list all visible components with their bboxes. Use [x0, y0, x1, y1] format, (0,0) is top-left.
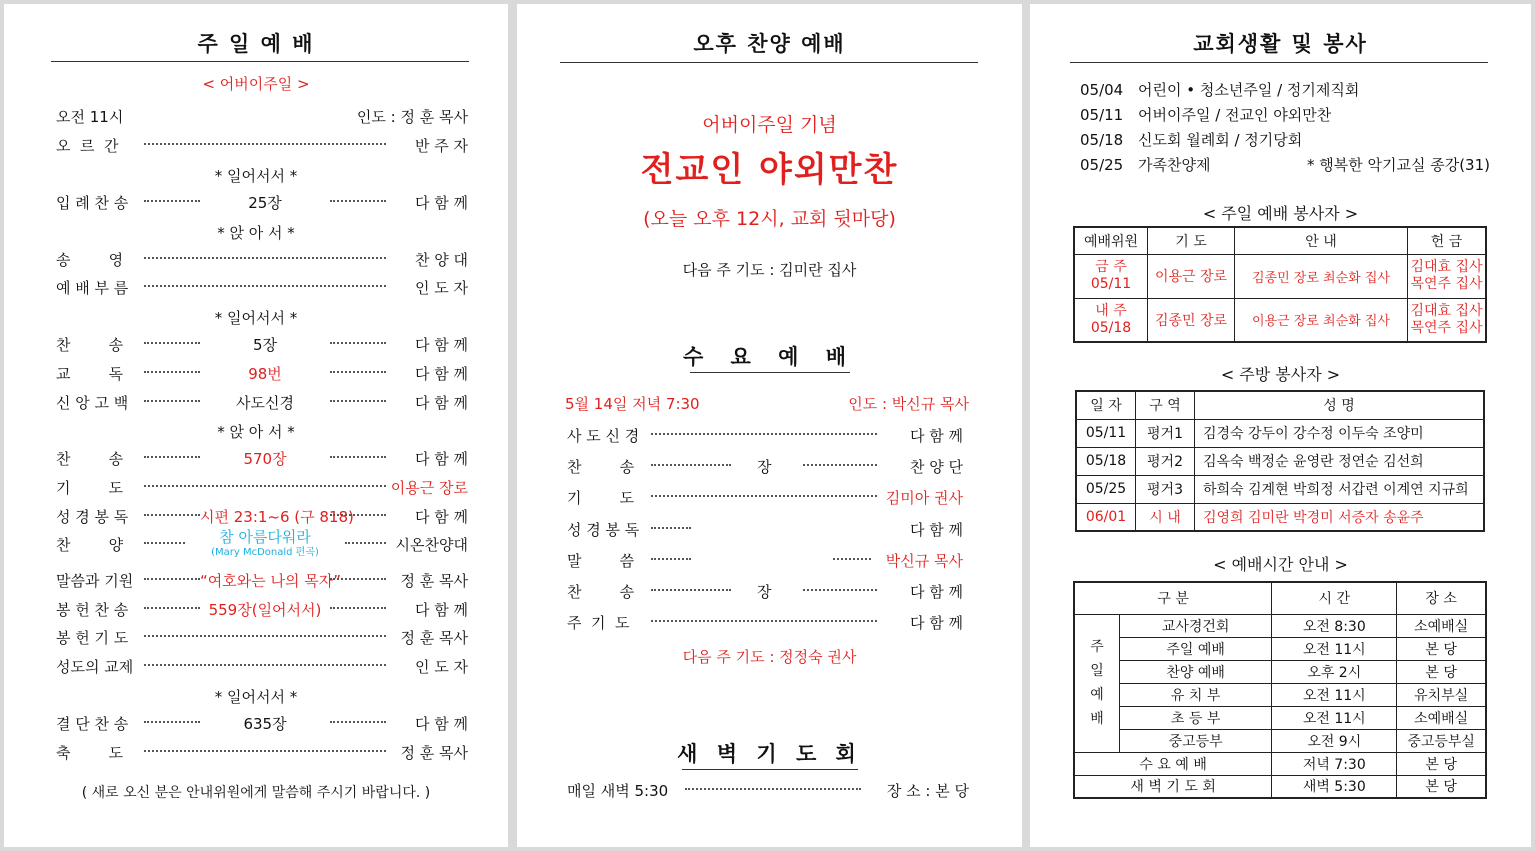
order-label: 말씀과 기원	[56, 572, 134, 591]
sunday-leader: 인도 : 정 훈 목사	[356, 108, 468, 126]
hymn-number: 장	[757, 458, 772, 477]
kitchen-area: 평거1	[1136, 419, 1195, 447]
servants-offering-cell: 김대효 집사 목연주 집사	[1408, 298, 1487, 342]
order-performer: 정 훈 목사	[400, 743, 468, 762]
dots	[144, 635, 386, 637]
dots	[651, 589, 731, 591]
wednesday-rule	[690, 372, 850, 373]
times-place: 유치부실	[1397, 683, 1486, 706]
table-row	[1074, 254, 1486, 298]
kitchen-head: 구 역	[1136, 391, 1195, 419]
dots	[651, 495, 877, 497]
event-detail: (오늘 오후 12시, 교회 뒷마당)	[643, 208, 896, 230]
dots	[651, 433, 877, 435]
dots	[144, 285, 386, 287]
times-group-char: 주	[1090, 639, 1104, 655]
schedule-date: 05/18	[1080, 131, 1124, 149]
wednesday-row	[567, 486, 963, 510]
times-time: 오전 11시	[1272, 637, 1397, 660]
times-place: 본 당	[1397, 752, 1486, 775]
wednesday-label: 주 기 도	[567, 614, 630, 633]
sunday-time-row	[56, 105, 468, 129]
dots	[651, 620, 877, 622]
dawn-time: 매일 새벽 5:30	[567, 782, 669, 800]
servants-offering-cell: 김대효 집사 목연주 집사	[1408, 254, 1487, 298]
event-title: 전교인 야외만찬	[640, 150, 899, 190]
arrangement-note: (Mary McDonald 편곡)	[211, 547, 319, 559]
dots	[144, 257, 386, 259]
servants-head: 헌 금	[1408, 227, 1487, 254]
schedule-text: 가족찬양제	[1138, 156, 1211, 174]
order-label: 찬 양	[56, 536, 124, 555]
wednesday-performer: 찬 양 단	[909, 458, 963, 477]
order-label: 송 영	[56, 250, 124, 269]
wednesday-row	[567, 611, 963, 635]
dots	[144, 607, 200, 609]
wednesday-next-prayer: 다음 주 기도 : 정정숙 권사	[682, 648, 857, 666]
order-item: 참 아름다워라 (Mary McDonald 편곡)	[185, 530, 345, 560]
wednesday-label: 찬 송	[567, 583, 635, 601]
order-row	[56, 276, 468, 300]
order-performer: 다 함 께	[414, 393, 468, 412]
dots	[144, 371, 200, 373]
dots	[144, 750, 386, 752]
order-performer: 다 함 께	[414, 364, 468, 383]
church-life-panel	[1030, 4, 1531, 847]
order-row	[56, 626, 468, 650]
order-label: 교 독	[56, 364, 124, 383]
dots	[330, 456, 386, 458]
times-time: 새벽 5:30	[1272, 775, 1397, 798]
order-row	[56, 712, 468, 736]
order-label: 예 배 부 름	[56, 279, 129, 298]
order-performer: 이용근 장로	[390, 479, 468, 497]
servants-head: 안 내	[1235, 227, 1408, 254]
dots	[330, 342, 386, 344]
dots	[330, 371, 386, 373]
dots	[833, 558, 871, 560]
schedule-item	[1080, 78, 1490, 102]
dots	[144, 542, 185, 544]
order-row	[56, 476, 468, 500]
dawn-prayer-title: 새 벽 기 도 회	[677, 742, 862, 766]
times-name: 초 등 부	[1120, 706, 1272, 729]
worship-times-table	[1073, 581, 1487, 799]
order-label: 찬 송	[56, 336, 124, 355]
servants-week-cell: 내 주 05/18	[1074, 298, 1148, 342]
wednesday-performer: 박신규 목사	[885, 551, 963, 570]
order-item: 25장	[248, 193, 282, 212]
times-head: 구 분	[1074, 582, 1272, 614]
table-row	[1076, 447, 1484, 475]
order-item: “여호와는 나의 목자”	[200, 572, 341, 591]
order-row	[56, 134, 468, 158]
wednesday-row	[567, 549, 963, 573]
sunday-subtitle: < 어버이주일 >	[202, 75, 310, 93]
order-row	[56, 362, 468, 386]
order-label: 입 례 찬 송	[56, 193, 129, 212]
servants-week-cell: 금 주 05/11	[1074, 254, 1148, 298]
dots	[651, 558, 691, 560]
dawn-place: 장 소 : 본 당	[886, 782, 969, 800]
servants-title: < 주일 예배 봉사자 >	[1202, 204, 1359, 223]
wednesday-performer: 김미아 권사	[885, 489, 963, 508]
order-label: 오 르 간	[56, 137, 119, 155]
wednesday-date-row	[565, 392, 969, 416]
order-performer: 다 함 께	[414, 193, 468, 212]
order-performer: 정 훈 목사	[400, 572, 468, 591]
order-row	[56, 447, 468, 471]
order-row	[56, 505, 468, 529]
dawn-row	[567, 779, 969, 803]
kitchen-names: 하희숙 김계현 박희정 서갑련 이계연 지규희	[1195, 475, 1485, 503]
times-time: 저녁 7:30	[1272, 752, 1397, 775]
wednesday-label: 사 도 신 경	[567, 427, 640, 445]
schedule-extra: * 행복한 악기교실 종강(31)	[1306, 156, 1490, 174]
times-time: 오전 8:30	[1272, 614, 1397, 637]
wednesday-date: 5월 14일 저녁 7:30	[565, 395, 700, 413]
times-place: 소예배실	[1397, 706, 1486, 729]
order-label: 봉 헌 찬 송	[56, 600, 129, 619]
times-name: 교사경건회	[1120, 614, 1272, 637]
times-name: 찬양 예배	[1120, 660, 1272, 683]
title-rule	[51, 61, 469, 62]
dots	[345, 542, 386, 544]
wednesday-label: 기 도	[567, 489, 635, 508]
servants-table	[1073, 226, 1487, 343]
times-name: 주일 예배	[1120, 637, 1272, 660]
schedule-text: 어린이 • 청소년주일 / 정기제직회	[1138, 81, 1360, 99]
table-row	[1074, 683, 1486, 706]
schedule-date: 05/11	[1080, 106, 1124, 124]
afternoon-worship-panel	[517, 4, 1022, 847]
order-performer: 인 도 자	[414, 279, 468, 298]
table-row	[1076, 503, 1484, 531]
table-row	[1074, 298, 1486, 342]
times-group-char: 예	[1090, 687, 1104, 703]
dots	[803, 464, 877, 466]
dots	[144, 400, 200, 402]
order-row	[56, 569, 468, 593]
dots	[144, 664, 386, 666]
dots	[144, 578, 200, 580]
wednesday-performer: 다 함 께	[909, 614, 963, 633]
order-item: 570장	[243, 450, 287, 469]
section-label: * 앉 아 서 *	[217, 223, 295, 242]
event-subtitle: 어버이주일 기념	[702, 114, 837, 136]
dots	[144, 485, 386, 487]
kitchen-title: < 주방 봉사자 >	[1220, 365, 1341, 384]
order-performer: 인 도 자	[414, 658, 468, 676]
times-place: 본 당	[1397, 637, 1486, 660]
dots	[330, 721, 386, 723]
kitchen-area: 평거3	[1136, 475, 1195, 503]
order-label: 성도의 교제	[56, 658, 134, 676]
schedule-text: 신도회 월례회 / 정기당회	[1138, 131, 1303, 149]
wednesday-worship-title: 수 요 예 배	[682, 345, 857, 369]
kitchen-head: 일 자	[1076, 391, 1136, 419]
order-performer: 찬 양 대	[414, 250, 468, 269]
order-label: 성 경 봉 독	[56, 507, 129, 526]
table-row	[1074, 660, 1486, 683]
dots	[144, 456, 200, 458]
servants-prayer-cell: 김종민 장로	[1148, 298, 1235, 342]
table-row	[1074, 637, 1486, 660]
order-label: 신 앙 고 백	[56, 393, 129, 412]
servants-prayer-cell: 이용근 장로	[1148, 254, 1235, 298]
table-row	[1074, 614, 1486, 637]
order-row	[56, 391, 468, 415]
dots	[144, 721, 200, 723]
table-row	[1074, 775, 1486, 798]
wednesday-label: 말 씀	[567, 551, 635, 570]
times-name: 새 벽 기 도 회	[1074, 775, 1272, 798]
times-time: 오전 11시	[1272, 706, 1397, 729]
dots	[651, 527, 691, 529]
times-title: < 예배시간 안내 >	[1213, 555, 1348, 574]
kitchen-area: 시 내	[1136, 503, 1195, 531]
wednesday-performer: 다 함 께	[909, 583, 963, 601]
table-row	[1074, 729, 1486, 752]
times-place: 중고등부실	[1397, 729, 1486, 752]
kitchen-date: 05/18	[1076, 447, 1136, 475]
section-label: * 일어서서 *	[214, 309, 298, 327]
order-performer: 정 훈 목사	[400, 629, 468, 648]
section-label: * 일어서서 *	[214, 166, 298, 185]
schedule-item	[1080, 153, 1490, 177]
order-item: 시편 23:1~6 (구 818)	[200, 507, 354, 526]
times-head: 시 간	[1272, 582, 1397, 614]
order-row	[56, 741, 468, 765]
schedule-text: 어버이주일 / 전교인 야외만찬	[1138, 106, 1332, 124]
table-row	[1074, 752, 1486, 775]
servants-guide-cell: 이용근 장로 최순화 집사	[1235, 298, 1408, 342]
section-label: * 앉 아 서 *	[217, 423, 295, 442]
order-label: 축 도	[56, 743, 124, 762]
times-place: 본 당	[1397, 660, 1486, 683]
table-row	[1076, 419, 1484, 447]
schedule-date: 05/25	[1080, 156, 1124, 174]
times-name: 중고등부	[1120, 729, 1272, 752]
servants-guide-cell: 김종민 장로 최순화 집사	[1235, 254, 1408, 298]
order-item: 사도신경	[236, 393, 294, 412]
wednesday-label: 찬 송	[567, 458, 635, 477]
times-group-char: 배	[1090, 711, 1104, 727]
order-label: 찬 송	[56, 450, 124, 469]
times-group-char: 일	[1090, 663, 1104, 679]
times-place: 소예배실	[1397, 614, 1486, 637]
order-performer: 다 함 께	[414, 714, 468, 733]
dots	[330, 400, 386, 402]
order-performer: 시온찬양대	[395, 536, 468, 555]
dots	[330, 607, 386, 609]
servants-head: 기 도	[1148, 227, 1235, 254]
wednesday-row	[567, 580, 963, 604]
dots	[144, 143, 386, 145]
wednesday-row	[567, 455, 963, 479]
order-performer: 반 주 자	[414, 137, 468, 155]
dots	[651, 464, 731, 466]
order-row	[56, 528, 468, 559]
wednesday-row	[567, 518, 963, 542]
kitchen-date: 06/01	[1076, 503, 1136, 531]
section-label: * 일어서서 *	[214, 687, 298, 706]
order-item: 635장	[243, 714, 287, 733]
order-performer: 다 함 께	[414, 336, 468, 355]
times-name: 유 치 부	[1120, 683, 1272, 706]
schedule-item	[1080, 128, 1490, 152]
kitchen-names: 김옥숙 백정순 윤영란 정연순 김선희	[1195, 447, 1485, 475]
order-row	[56, 598, 468, 622]
dots	[144, 200, 200, 202]
kitchen-names: 김경숙 강두이 강수정 이두숙 조양미	[1195, 419, 1485, 447]
kitchen-date: 05/25	[1076, 475, 1136, 503]
table-row	[1074, 706, 1486, 729]
order-row	[56, 248, 468, 272]
wednesday-performer: 다 함 께	[909, 520, 963, 539]
dots	[144, 342, 200, 344]
wednesday-label: 성 경 봉 독	[567, 520, 640, 539]
order-item: 98번	[248, 364, 282, 383]
order-performer: 다 함 께	[414, 450, 468, 469]
order-row	[56, 655, 468, 679]
sunday-worship-panel	[4, 4, 508, 847]
wednesday-performer: 다 함 께	[909, 427, 963, 445]
sunday-footer: ( 새로 오신 분은 안내위원에게 말씀해 주시기 바랍니다. )	[81, 785, 431, 801]
times-head: 장 소	[1397, 582, 1486, 614]
times-time: 오전 11시	[1272, 683, 1397, 706]
dots	[144, 514, 200, 516]
kitchen-area: 평거2	[1136, 447, 1195, 475]
order-label: 기 도	[56, 479, 124, 497]
times-place: 본 당	[1397, 775, 1486, 798]
dots	[330, 514, 386, 516]
church-life-title: 교회생활 및 봉사	[1193, 32, 1368, 56]
sunday-worship-title: 주 일 예 배	[197, 32, 315, 56]
order-row	[56, 191, 468, 215]
servants-head: 예배위원	[1074, 227, 1148, 254]
schedule-item	[1080, 103, 1490, 127]
times-time: 오후 2시	[1272, 660, 1397, 683]
times-group	[1074, 614, 1120, 752]
times-time: 오전 9시	[1272, 729, 1397, 752]
afternoon-worship-title: 오후 찬양 예배	[693, 32, 846, 56]
order-performer: 다 함 께	[414, 600, 468, 619]
kitchen-table	[1075, 390, 1485, 532]
sunday-time: 오전 11시	[56, 108, 124, 126]
order-item: 559장(일어서서)	[208, 600, 322, 619]
order-label: 봉 헌 기 도	[56, 629, 129, 648]
wednesday-leader: 인도 : 박신규 목사	[848, 395, 969, 413]
wednesday-row	[567, 424, 963, 448]
order-row	[56, 333, 468, 357]
afternoon-next-prayer: 다음 주 기도 : 김미란 집사	[682, 261, 857, 279]
table-row	[1076, 475, 1484, 503]
dots	[330, 200, 386, 202]
dots	[803, 589, 877, 591]
kitchen-date: 05/11	[1076, 419, 1136, 447]
hymn-number: 장	[757, 583, 772, 601]
title-rule	[1070, 62, 1488, 63]
kitchen-names: 김영희 김미란 박경미 서증자 송윤주	[1195, 503, 1485, 531]
times-name: 수 요 예 배	[1074, 752, 1272, 775]
schedule-date: 05/04	[1080, 81, 1124, 99]
dawn-rule	[682, 769, 858, 770]
order-label: 결 단 찬 송	[56, 714, 129, 733]
dots	[685, 788, 861, 790]
order-performer: 다 함 께	[414, 507, 468, 526]
kitchen-head: 성 명	[1195, 391, 1485, 419]
dots	[330, 578, 386, 580]
title-rule	[560, 62, 978, 63]
order-item: 5장	[252, 336, 278, 355]
